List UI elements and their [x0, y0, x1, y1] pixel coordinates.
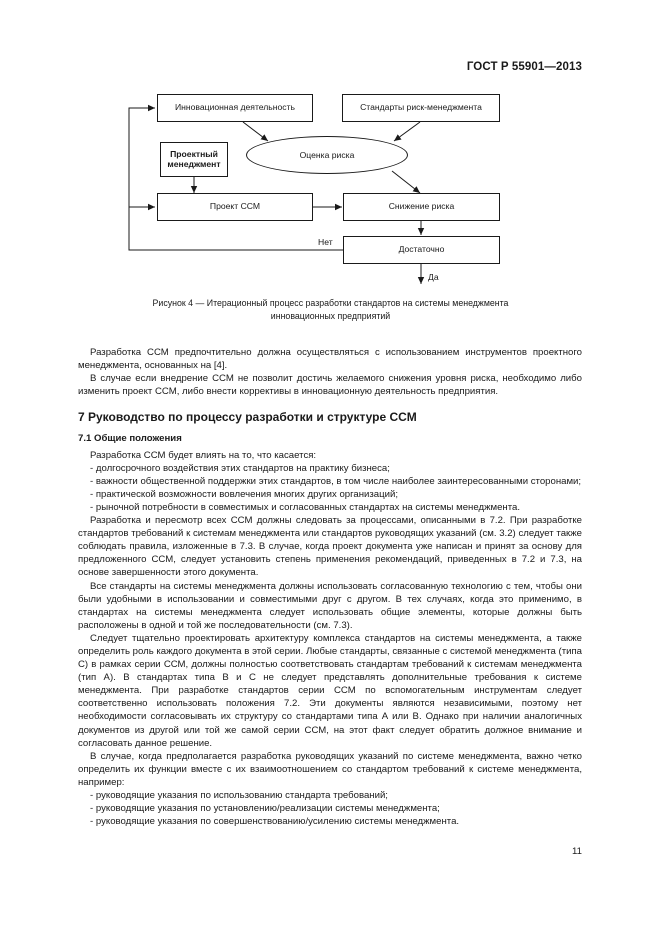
list-item: - важности общественной поддержки этих стандартов, в том числе наиболее заинтересованными сторонами; [90, 475, 582, 487]
document-body [78, 346, 582, 828]
paragraph: Следует тщательно проектировать архитектуру комплекса стандартов на системы менеджмента, а также определить роль каждого документа в этой серии. Любые стандарты, связанные с системой менеджмента (типа С) в рамках серии ССМ, должны полностью соответствовать стандартам требований к системам менеджмента (тип А). В стандартах типа В и С не следует представлять дополнительные требования к системе менеджмента. При разработке стандартов серии ССМ по вспомогательным инструментам следует соответственно использовать положения 7.2. Эти документы являются независимыми, поэтому нет необходимости согласовывать их структуру со стандартами типа А или В. Однако при наличии аналогичных документов из другой или той же самой серии ССМ, на этот факт следует обратить должное внимание и согласовать данное решение. [78, 632, 582, 749]
no-label: Нет [318, 237, 333, 247]
project-management-box: Проектный менеджмент [160, 142, 228, 177]
paragraph: В случае если внедрение ССМ не позволит достичь желаемого снижения уровня риска, необходимо либо изменить проект ССМ, либо внести коррективы в инновационную деятельность предприятия. [78, 373, 582, 398]
paragraph: Разработка и пересмотр всех ССМ должны следовать за процессами, описанными в 7.2. При разработке стандартов требований к системам менеджмента или стандартов руководящих указаний (см. 3.2) следует также соблюдать правила, изложенные в 7.3. В случае, когда проект документа уже написан и принят за основу для предложенного ССМ, следует установить степень применения рекомендаций, приведенных в 7.2 и 7.3, на основе завершенности этого документа. [78, 515, 582, 579]
list-item: - долгосрочного воздействия этих стандартов на практику бизнеса; [90, 462, 390, 474]
risk-reduction-box: Снижение риска [343, 193, 500, 221]
list-item: - практической возможности вовлечения многих других организаций; [90, 488, 399, 500]
paragraph: Разработка ССМ будет влиять на то, что касается: [90, 449, 317, 461]
list-item: - рыночной потребности в совместимых и согласованных стандартах на системы менеджмента. [90, 501, 520, 513]
section-heading: 7 Руководство по процессу разработки и структуре ССМ [78, 410, 417, 425]
page-number: 11 [572, 846, 582, 857]
innovation-box: Инновационная деятельность [157, 94, 313, 122]
paragraph: Все стандарты на системы менеджмента должны использовать согласованную технологию с тем, чтобы они были удобными в использовании и совместимыми друг с другом. В тех случаях, когда это применимо, в стандартах на системы менеджмента следует использовать общие элементы, которые должны быть расположены в одной и той же последовательности (см. 7.3). [78, 580, 582, 631]
list-item: - руководящие указания по установлению/реализации системы менеджмента; [90, 803, 440, 815]
caption-line-2: инновационных предприятий [270, 310, 391, 321]
sufficient-box: Достаточно [343, 236, 500, 264]
caption-line-1: Рисунок 4 — Итерационный процесс разработки стандартов на системы менеджмента [152, 298, 509, 308]
ssm-project-box: Проект ССМ [157, 193, 313, 221]
paragraph: В случае, когда предполагается разработка руководящих указаний по системе менеджмента, важно четко определить их функции вместе с их взаимоотношением со стандартом требований к системе менеджмента, например: [78, 750, 582, 788]
list-item: - руководящие указания по использованию стандарта требований; [90, 790, 388, 801]
process-diagram [0, 0, 661, 300]
standard-code-header: ГОСТ Р 55901—2013 [466, 61, 582, 73]
figure-caption [0, 297, 661, 322]
paragraph: Разработка ССМ предпочтительно должна осуществляться с использованием инструментов проектного менеджмента, основанных на [4]. [78, 347, 582, 372]
subsection-heading: 7.1 Общие положения [78, 433, 182, 445]
yes-label: Да [428, 272, 439, 282]
list-item: - руководящие указания по совершенствованию/усилению системы менеджмента. [90, 816, 460, 828]
risk-assessment-ellipse: Оценка риска [246, 136, 408, 174]
risk-standards-box: Стандарты риск-менеджмента [342, 94, 500, 122]
